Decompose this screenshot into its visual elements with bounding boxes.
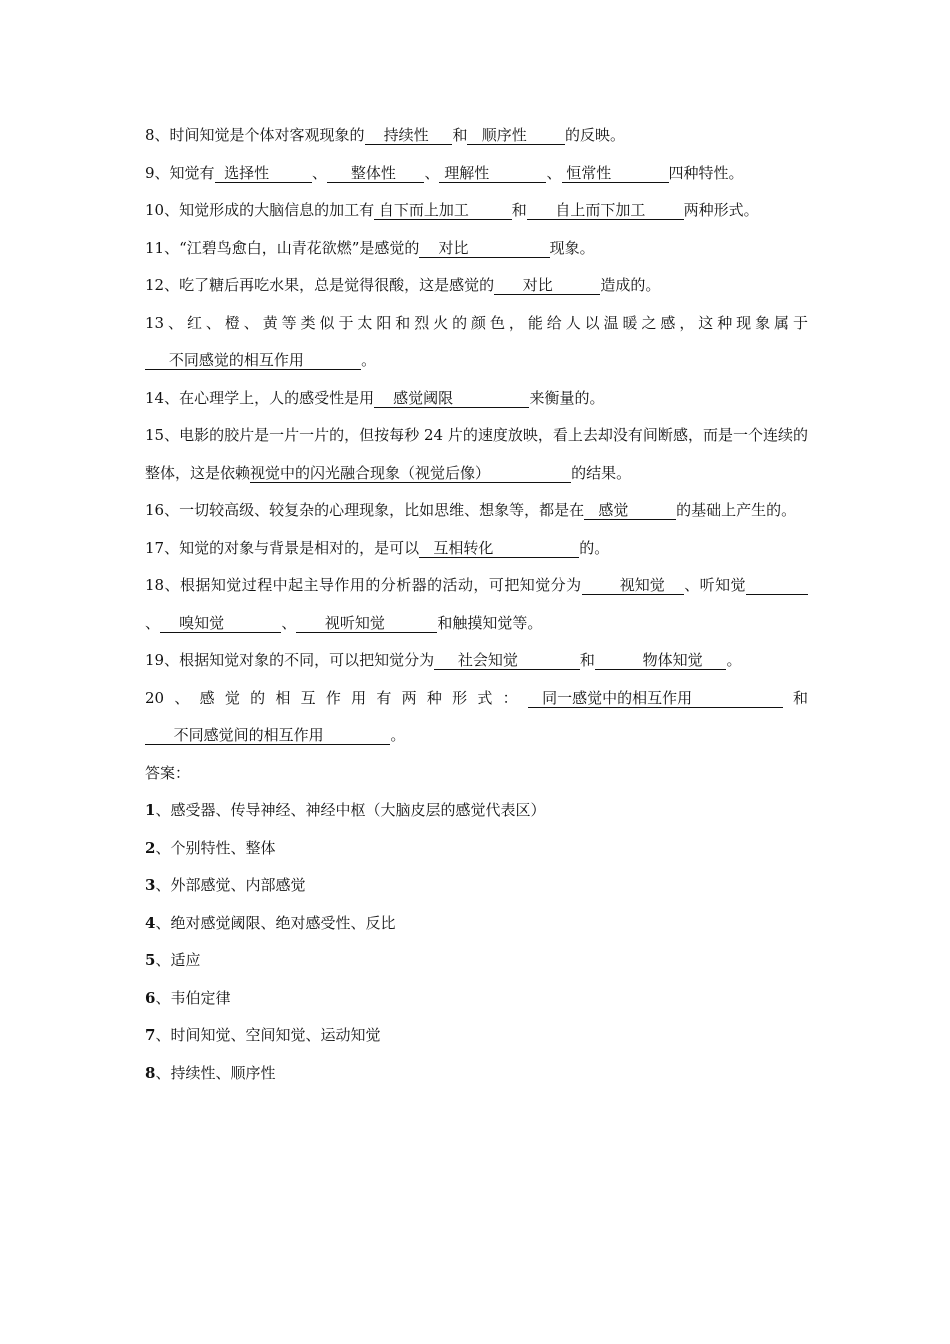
question-q20 [145, 680, 808, 755]
fill-blank-answer: 视知觉 [581, 576, 684, 594]
answer-text: 、感受器、传导神经、神经中枢（大脑皮层的感觉代表区） [155, 801, 546, 819]
fill-blank-answer: 视觉中的闪光融合现象（视觉后像） [250, 463, 572, 482]
answer-number: 2 [145, 838, 156, 857]
question-text: 20、感觉的相互作用有两种形式： [145, 688, 528, 707]
question-text: 和 [579, 651, 595, 669]
answer-number: 5 [145, 951, 156, 969]
question-text: 、 [145, 613, 161, 632]
fill-blank-answer: 互相转化 [419, 538, 580, 557]
question-text: 8、时间知觉是个体对客观现象的 [145, 126, 365, 144]
document-page [145, 117, 808, 1092]
fill-blank-answer [746, 576, 808, 595]
question-text: 、 [546, 163, 562, 182]
question-text: 10、知觉形成的大脑信息的加工有 [145, 201, 375, 219]
question-q14 [145, 380, 808, 418]
fill-blank-answer: 自上而下加工 [526, 201, 684, 219]
question-q10 [145, 192, 808, 230]
fill-blank-answer: 同一感觉中的相互作用 [527, 688, 783, 707]
question-text: 9、知觉有 [145, 163, 215, 182]
answer-item [145, 830, 808, 868]
answer-text: 、持续性、顺序性 [155, 1063, 276, 1082]
fill-blank-answer: 整体性 [327, 163, 425, 182]
answer-text: 、个别特性、整体 [155, 838, 276, 857]
answer-item [145, 980, 808, 1018]
question-text: 的结果。 [571, 463, 632, 482]
answer-item [145, 867, 808, 905]
fill-blank-answer: 持续性 [364, 126, 453, 144]
answer-text: 、适应 [155, 951, 201, 969]
question-q11 [145, 230, 808, 268]
question-text: 的。 [579, 538, 610, 557]
question-text: 12、吃了糖后再吃水果，总是觉得很酸，这是感觉的 [145, 276, 495, 294]
question-text: 的基础上产生的。 [676, 501, 797, 519]
question-text: 16、一切较高级、较复杂的心理现象，比如思维、想象等，都是在 [145, 501, 585, 519]
answer-number: 8 [145, 1063, 156, 1082]
question-text: 和触摸知觉等。 [437, 613, 543, 632]
answer-item [145, 792, 808, 830]
fill-blank-answer: 物体知觉 [594, 651, 727, 669]
question-text: 11、“江碧鸟愈白，山青花欲燃”是感觉的 [145, 238, 420, 257]
question-text: 14、在心理学上，人的感受性是用 [145, 388, 375, 407]
fill-blank-answer: 视听知觉 [296, 613, 438, 632]
question-text: 两种形式。 [683, 201, 759, 219]
question-q13 [145, 305, 808, 380]
answer-number: 1 [145, 801, 156, 819]
question-q17 [145, 530, 808, 568]
question-text: 和 [782, 688, 808, 707]
fill-blank-answer: 恒常性 [561, 163, 669, 182]
fill-blank-answer: 社会知觉 [434, 651, 580, 669]
question-list [145, 117, 808, 755]
answer-item [145, 1055, 808, 1093]
question-text: 和 [452, 126, 468, 144]
answer-number: 3 [145, 876, 156, 894]
answer-text: 、韦伯定律 [155, 988, 231, 1007]
question-text: 造成的。 [600, 276, 661, 294]
question-q19 [145, 642, 808, 680]
question-text: 17、知觉的对象与背景是相对的，是可以 [145, 538, 420, 557]
answer-item [145, 942, 808, 980]
question-text: 、听知觉 [683, 576, 746, 594]
answer-item [145, 905, 808, 943]
question-text: 19、根据知觉对象的不同，可以把知觉分为 [145, 651, 435, 669]
question-text: 的反映。 [564, 126, 625, 144]
question-text: 18、根据知觉过程中起主导作用的分析器的活动，可把知觉分为 [145, 576, 582, 594]
question-text: 、 [424, 163, 440, 182]
fill-blank-answer: 不同感觉的相互作用 [145, 351, 362, 369]
fill-blank-answer: 选择性 [214, 163, 312, 182]
answer-text: 、时间知觉、空间知觉、运动知觉 [155, 1026, 381, 1044]
question-q8 [145, 117, 808, 155]
answer-list [145, 792, 808, 1092]
fill-blank-answer: 自下而上加工 [374, 201, 512, 219]
question-q18 [145, 567, 808, 642]
question-q15 [145, 417, 808, 492]
fill-blank-answer: 对比 [494, 276, 601, 294]
question-text: 四种特性。 [668, 163, 744, 182]
fill-blank-answer: 感觉阈限 [374, 388, 530, 407]
question-text: 。 [390, 726, 406, 744]
question-q9 [145, 155, 808, 193]
fill-blank-answer: 顺序性 [467, 126, 565, 144]
question-q16 [145, 492, 808, 530]
question-q12 [145, 267, 808, 305]
question-text: 来衡量的。 [529, 388, 605, 407]
answer-number: 4 [145, 913, 156, 932]
answer-item [145, 1017, 808, 1055]
fill-blank-answer: 嗅知觉 [160, 613, 282, 632]
fill-blank-answer: 不同感觉间的相互作用 [145, 726, 391, 744]
answers-heading: 答案： [145, 763, 191, 782]
question-text: 、 [312, 163, 328, 182]
answer-text: 、外部感觉、内部感觉 [155, 876, 306, 894]
question-text: 。 [361, 351, 377, 369]
question-text: 15、电影的胶片是一片一片的，但按每秒 24 片的速度放映，看上去却没有间断感，而是一个连续的整体，这是依赖 [145, 426, 808, 482]
question-text: 13、红、橙、黄等类似于太阳和烈火的颜色，能给人以温暖之感，这种现象属于 [145, 313, 808, 332]
question-text: 。 [726, 651, 742, 669]
question-text: 和 [511, 201, 527, 219]
fill-blank-answer: 理解性 [439, 163, 547, 182]
fill-blank-answer: 对比 [419, 238, 550, 257]
question-text: 现象。 [549, 238, 595, 257]
answer-number: 7 [145, 1026, 156, 1044]
answer-text: 、绝对感觉阈限、绝对感受性、反比 [155, 913, 396, 932]
answer-number: 6 [145, 988, 156, 1007]
fill-blank-answer: 感觉 [584, 501, 677, 519]
question-text: 、 [281, 613, 297, 632]
